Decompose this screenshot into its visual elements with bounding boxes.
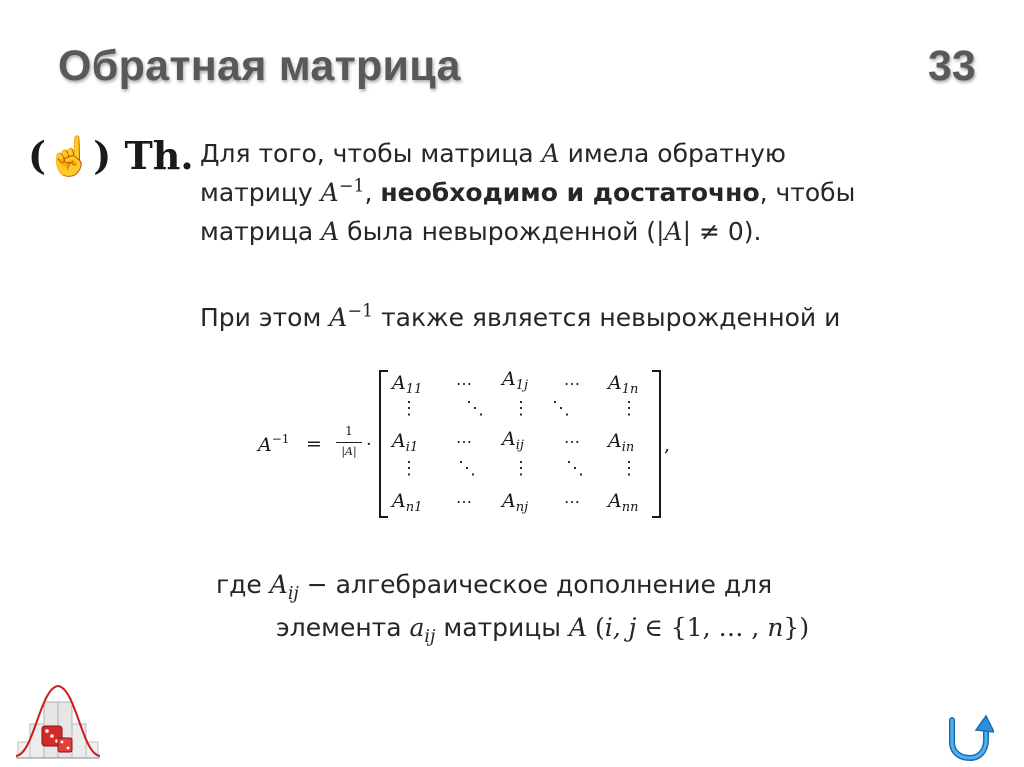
vdots: ⋮ (620, 458, 638, 479)
text-run: }) (783, 613, 810, 642)
text-run: матрицу (200, 178, 321, 207)
text-run: ( (587, 613, 605, 642)
text-run: Для того, чтобы матрица (200, 139, 542, 168)
definition-line-2 (216, 606, 809, 649)
matrix-right-bracket (648, 368, 664, 520)
math-a: a (409, 613, 425, 642)
matrix-cell (392, 430, 419, 455)
text-run: где (216, 570, 270, 599)
matrix-cell (608, 490, 639, 515)
math-A: A (608, 372, 622, 394)
cell-index: ij (515, 438, 524, 453)
math-A: A (664, 217, 683, 246)
text-run: матрица (200, 217, 322, 246)
cell-index: nn (621, 500, 639, 515)
inverse-matrix-formula (258, 368, 678, 523)
text-run: , (364, 178, 381, 207)
fraction-bar (336, 442, 362, 443)
cell-index: i1 (405, 440, 419, 455)
normal-distribution-dice-logo (14, 680, 102, 760)
matrix-cell (608, 430, 635, 455)
math-index-ij: ij (287, 584, 299, 605)
vdots: ⋮ (620, 398, 638, 419)
equals-sign: = (306, 433, 322, 455)
math-A: A (568, 613, 588, 642)
math-n: n (767, 613, 784, 642)
matrix-left-bracket (376, 368, 392, 520)
matrix-cell (502, 428, 524, 453)
math-A: A (320, 178, 339, 207)
fraction-denominator: |A| (341, 445, 357, 458)
text-run: имела обратную (559, 139, 786, 168)
vdots: ⋮ (512, 398, 530, 419)
cell-index: 1n (621, 382, 639, 397)
text-run: матрицы (435, 613, 569, 642)
math-inverse-exponent: −1 (338, 176, 365, 197)
text-run: ∈ {1, … , (636, 613, 768, 642)
hdots: ⋯ (564, 374, 580, 393)
slide-number: 33 (928, 42, 976, 90)
vdots: ⋮ (400, 398, 418, 419)
math-A: A (502, 428, 516, 450)
vdots: ⋮ (400, 458, 418, 479)
theorem-line-2 (200, 173, 960, 212)
math-A: A (321, 217, 340, 246)
formula-comma: , (664, 434, 671, 456)
cell-index: 11 (405, 382, 423, 397)
ddots: ⋱ (566, 458, 584, 479)
text-run: была невырожденной ( (339, 217, 657, 246)
cell-index: nj (515, 500, 529, 515)
math-bar: | (656, 217, 665, 246)
ddots: ⋱ (466, 398, 484, 419)
text-run: также является невырожденной и (373, 303, 841, 332)
math-inverse-exponent: −1 (347, 301, 374, 322)
cell-index: in (621, 440, 635, 455)
ddots: ⋱ (552, 398, 570, 419)
bold-condition: необходимо и достаточно (380, 178, 760, 207)
math-A: A (502, 490, 516, 512)
theorem-line-4 (200, 298, 960, 337)
matrix-cell (502, 490, 529, 515)
text-run: − алгебраическое дополнение для (298, 570, 773, 599)
text-run: элемента (276, 613, 410, 642)
theorem-line-1 (200, 134, 960, 173)
math-A: A (541, 139, 560, 168)
math-A: A (258, 434, 272, 456)
matrix-cell (392, 372, 423, 397)
hdots: ⋯ (564, 492, 580, 511)
matrix-cell (608, 372, 639, 397)
math-A: A (608, 430, 622, 452)
matrix-cell (502, 368, 529, 393)
matrix-cell (392, 490, 423, 515)
math-ij: i, j (604, 613, 637, 642)
return-arrow-icon[interactable] (944, 712, 994, 762)
math-A: A (608, 490, 622, 512)
definition-line-1 (216, 563, 809, 606)
cell-index: 1j (515, 378, 529, 393)
hdots: ⋯ (456, 492, 472, 511)
math-bar: | (682, 217, 691, 246)
hdots: ⋯ (564, 432, 580, 451)
text-run: ≠ 0). (691, 217, 762, 246)
math-index-ij: ij (424, 627, 436, 648)
math-A: A (269, 570, 288, 599)
ddots: ⋱ (458, 458, 476, 479)
math-A: A (392, 490, 406, 512)
math-A: A (392, 372, 406, 394)
formula-lhs (258, 432, 289, 456)
hdots: ⋯ (456, 374, 472, 393)
cell-index: n1 (405, 500, 423, 515)
theorem-label: (☝) Th. (28, 133, 194, 178)
math-A: A (392, 430, 406, 452)
math-A: A (502, 368, 516, 390)
text-run: , чтобы (759, 178, 856, 207)
math-A: A (329, 303, 348, 332)
lhs-exponent: −1 (271, 432, 290, 446)
multiply-dot: · (366, 434, 372, 455)
text-run: При этом (200, 303, 330, 332)
vdots: ⋮ (512, 458, 530, 479)
theorem-line-3 (200, 212, 960, 251)
definition-block (216, 563, 809, 649)
hdots: ⋯ (456, 432, 472, 451)
fraction-numerator: 1 (345, 424, 353, 438)
slide-title: Обратная матрица (58, 42, 461, 90)
